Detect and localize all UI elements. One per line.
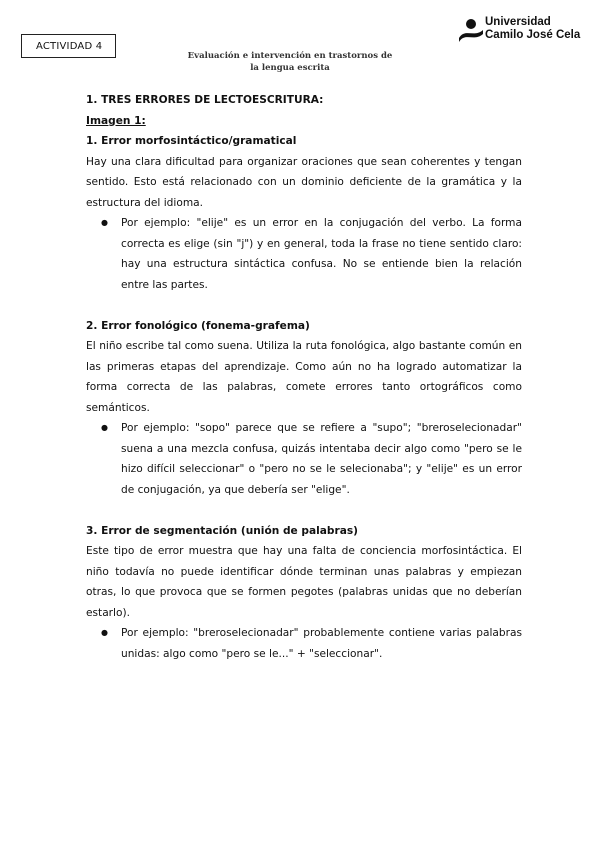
university-logo	[458, 16, 590, 44]
section-heading: 2. Error fonológico (fonema-grafema)	[86, 319, 310, 332]
logo-line-2: Camilo José Cela	[485, 28, 581, 41]
bullet-list	[86, 418, 522, 500]
university-emblem-icon	[458, 18, 484, 42]
section-heading: 1. Error morfosintáctico/gramatical	[86, 135, 297, 147]
activity-label: ACTIVIDAD 4	[36, 40, 103, 52]
bullet-list	[86, 213, 522, 295]
activity-label-box	[21, 34, 116, 58]
subtitle-line-2: la lengua escrita	[250, 63, 330, 73]
main-title: 1. TRES ERRORES DE LECTOESCRITURA:	[86, 94, 324, 106]
bullet-item: ● Por ejemplo: "breroselecionadar" probablemente contiene varias palabras unidas: algo como "pero se le..." + "seleccionar".	[86, 623, 522, 664]
section-paragraph: El niño escribe tal como suena. Utiliza la ruta fonológica, algo bastante común en las primeras etapas del aprendizaje. Como aún no ha logrado automatizar la forma correcta de las palabras, comete errores tanto ortográficos como semánticos.	[86, 340, 522, 414]
bullet-list	[86, 623, 522, 664]
document-body	[86, 90, 522, 664]
logo-line-1: Universidad	[485, 16, 551, 28]
section-paragraph: Hay una clara dificultad para organizar oraciones que sean coherentes y tengan sentido. Esto está relacionado con un dominio deficiente de la gramática y la estructura del idioma.	[86, 155, 522, 209]
subtitle-line-1: Evaluación e intervención en trastornos de	[187, 51, 393, 61]
course-subtitle	[180, 50, 400, 74]
section-heading: 3. Error de segmentación (unión de palabras)	[86, 524, 359, 537]
bullet-item: ● Por ejemplo: "elije" es un error en la conjugación del verbo. La forma correcta es elige (sin "j") y en general, toda la frase no tiene sentido claro: hay una estructura sintáctica confusa. No se entiende bien la relación entre las partes.	[86, 213, 522, 295]
bullet-item: ● Por ejemplo: "sopo" parece que se refiere a "supo"; "breroselecionadar" suena a una mezcla confusa, quizás intentaba decir algo como "pero se le hizo difícil seleccionar" o "pero no se le selecionaba"; y "elije" es un error de conjugación, ya que debería ser "elige".	[86, 418, 522, 500]
section-paragraph: Este tipo de error muestra que hay una falta de conciencia morfosintáctica. El niño todavía no puede identificar dónde terminan unas palabras y empiezan otras, lo que provoca que se formen pegotes (palabras unidas que no deberían estarlo).	[86, 545, 522, 619]
image-label: Imagen 1:	[86, 114, 146, 127]
